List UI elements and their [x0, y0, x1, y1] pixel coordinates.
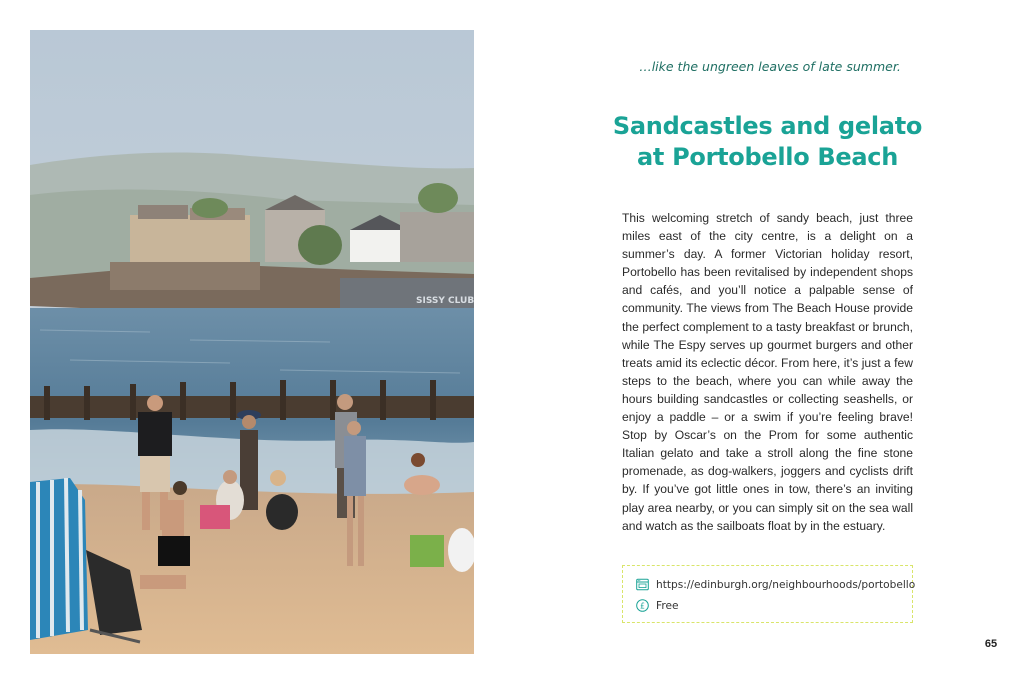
page-title — [590, 111, 945, 173]
page-number: 65 — [984, 638, 998, 650]
website-row[interactable] — [635, 575, 916, 594]
body-text: This welcoming stretch of sandy beach, just three miles east of the city centre, is a delight on a summer’s day. A former Victorian holiday resort, Portobello has been revitalised by independent shops and cafés, and you’ll notice a palpable sense of community. The views from The Beach House provide the perfect complement to a tasty breakfast or brunch, while The Espy serves up gourmet burgers and other treats amid its eclectic décor. From here, it’s just a few steps to the beach, where you can while away the hours building sandcastles or collecting seashells, or enjoy a paddle – or a swim if you’re feeling brave! Stop by Oscar’s on the Prom for some authentic Italian gelato and take a stroll along the fine stone promenade, as dog-walkers, joggers and cyclists drift by. If you’ve got little ones in tow, there’s an inviting play area nearby, or you can simply sit on the sea wall and watch as the sailboats float by in the estuary. — [622, 211, 913, 533]
price-text: Free — [656, 599, 679, 612]
price-row — [635, 596, 900, 615]
website-link[interactable]: https://edinburgh.org/neighbourhoods/portobello — [656, 578, 916, 591]
beach-photo — [30, 30, 474, 654]
info-box — [622, 565, 916, 623]
title-line-2: at Portobello Beach — [636, 143, 899, 171]
wall-graffiti: SISSY CLUB — [416, 296, 474, 306]
pound-icon — [635, 599, 649, 613]
portobello-beach-illustration — [30, 30, 474, 654]
title-line-1: Sandcastles and gelato — [612, 112, 923, 140]
web-icon — [635, 578, 649, 592]
tagline: …like the ungreen leaves of late summer. — [639, 59, 901, 74]
svg-text:£: £ — [639, 601, 645, 611]
